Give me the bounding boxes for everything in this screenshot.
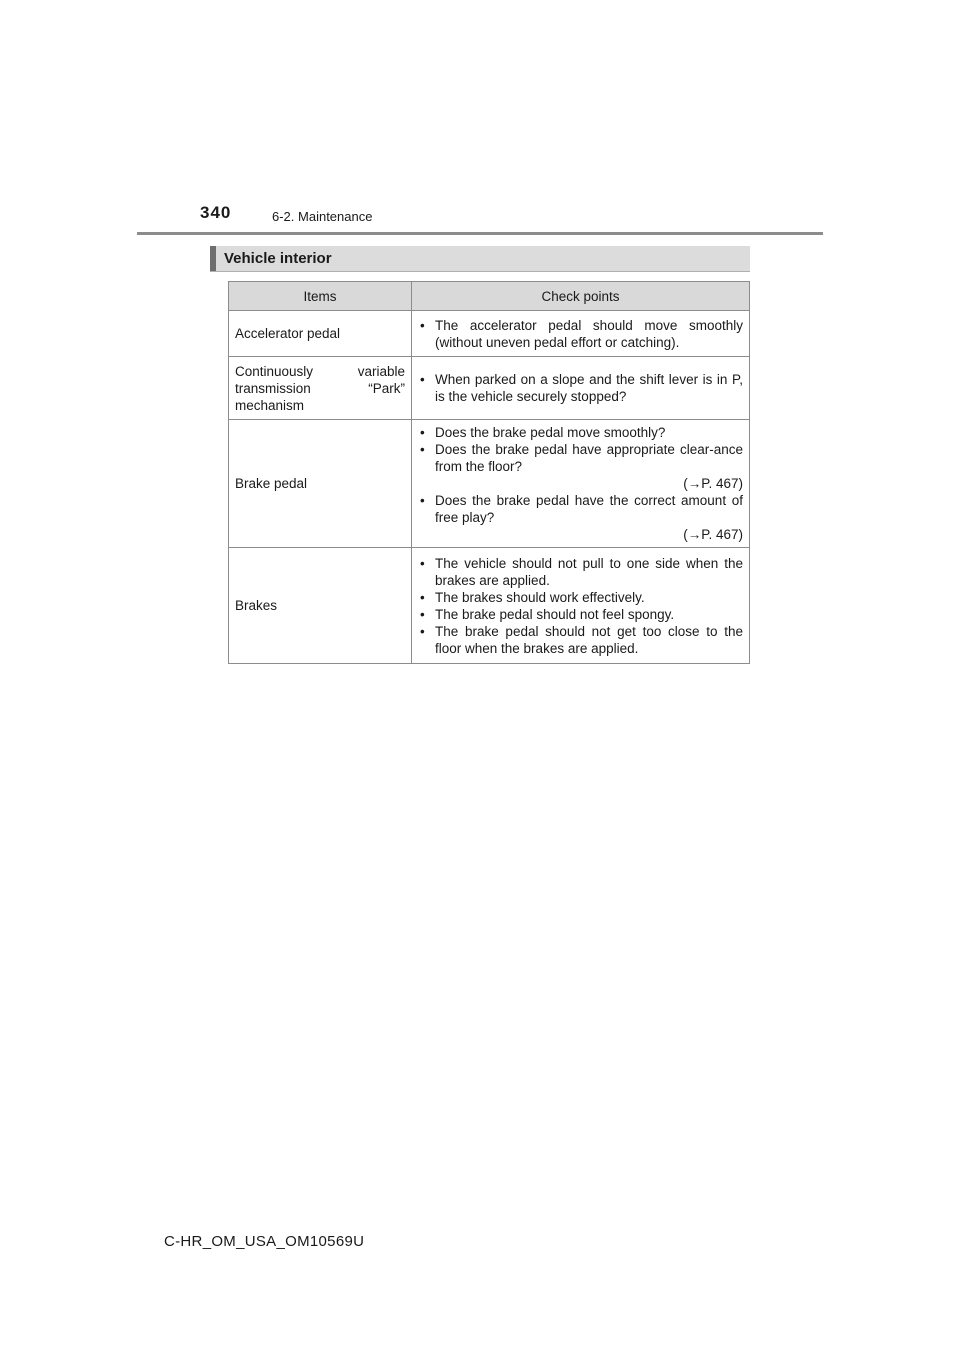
table-header-row	[229, 282, 750, 311]
check-point	[418, 441, 743, 492]
check-point	[418, 492, 743, 543]
section-heading: Vehicle interior	[224, 250, 332, 267]
document-code: C-HR_OM_USA_OM10569U	[164, 1233, 365, 1250]
check-point-text: The vehicle should not pull to one side when the brakes are applied.	[435, 555, 743, 588]
header-rule	[137, 232, 823, 235]
check-point	[418, 589, 743, 606]
check-point-text: The brake pedal should not get too close to the floor when the brakes are applied.	[435, 623, 743, 656]
check-points-cell	[412, 311, 750, 357]
check-point	[418, 623, 743, 657]
check-point	[418, 317, 743, 351]
table-row	[229, 357, 750, 420]
check-point-text: Does the brake pedal have appropriate clear-ance from the floor?	[435, 442, 743, 474]
heading-accent	[210, 246, 216, 271]
table-row	[229, 548, 750, 664]
item-cell: Accelerator pedal	[229, 311, 412, 357]
check-point-text: Does the brake pedal move smoothly?	[435, 425, 666, 440]
page-number: 340	[200, 203, 232, 222]
check-points-cell	[412, 357, 750, 420]
check-point-text: The brake pedal should not feel spongy.	[435, 606, 675, 622]
check-point	[418, 555, 743, 589]
item-cell: Continuously variable transmission “Park” mechanism	[229, 357, 412, 420]
page-reference: (→P. 467)	[683, 476, 743, 491]
check-point-text: The brakes should work effectively.	[435, 589, 645, 605]
item-cell: Brake pedal	[229, 420, 412, 548]
check-points-cell	[412, 548, 750, 664]
check-point	[418, 424, 743, 441]
check-point-text: Does the brake pedal have the correct amount of free play?	[435, 493, 743, 525]
check-point	[418, 371, 743, 405]
check-point	[418, 606, 743, 623]
column-header-check-points: Check points	[412, 282, 750, 311]
section-heading-bar	[210, 246, 750, 272]
column-header-items: Items	[229, 282, 412, 311]
section-label: 6-2. Maintenance	[272, 209, 373, 224]
page-reference: (→P. 467)	[683, 527, 743, 542]
table-row	[229, 311, 750, 357]
check-point-text: When parked on a slope and the shift lever is in P, is the vehicle securely stopped?	[435, 372, 743, 404]
check-points-table	[228, 281, 750, 664]
table-row	[229, 420, 750, 548]
item-cell: Brakes	[229, 548, 412, 664]
check-points-cell	[412, 420, 750, 548]
check-point-text: The accelerator pedal should move smoothly (without uneven pedal effort or catching).	[435, 317, 743, 350]
